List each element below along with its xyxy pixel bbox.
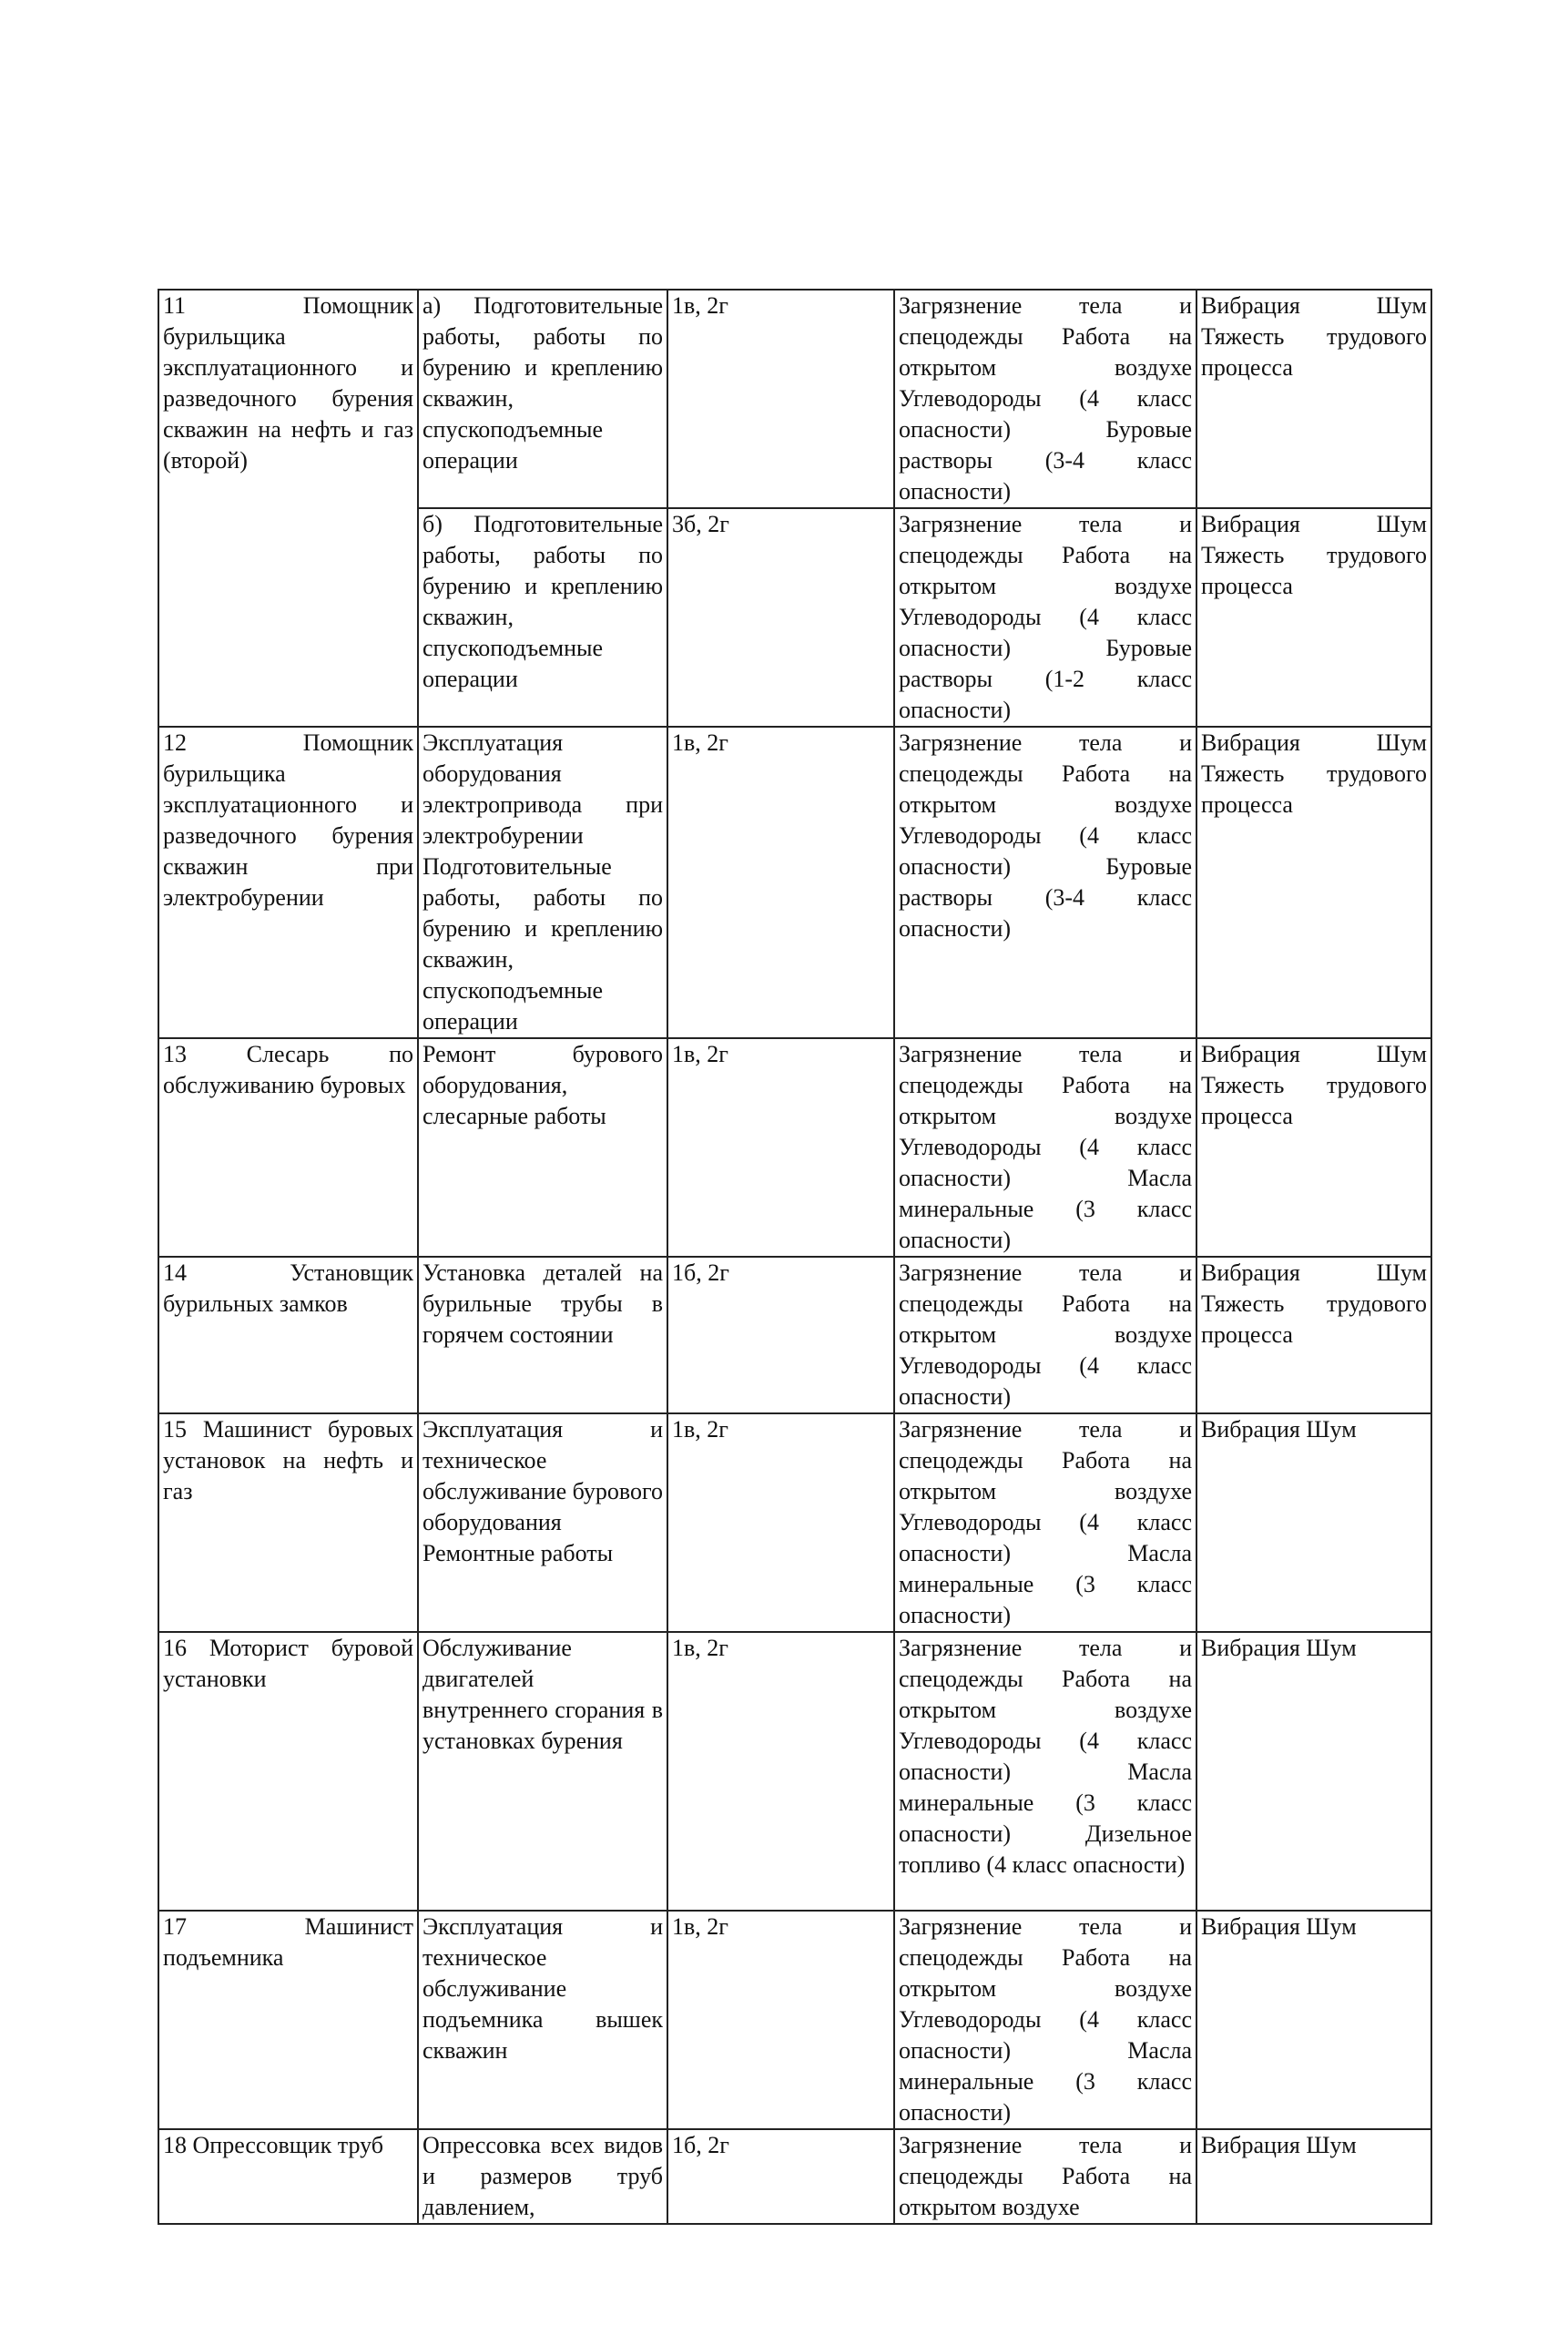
profession-cell: 15 Машинист буровых установок на нефть и газ [158, 1413, 418, 1632]
physical-factors-cell: Вибрация Шум [1196, 1413, 1431, 1632]
physical-factors-cell: Вибрация Шум [1196, 1632, 1431, 1911]
work-cell: Эксплуатация оборудования электропривода при электробурении Подготовительные работы, работы по бурению и креплению скважин, спускоподъемные операции [418, 727, 667, 1038]
code-cell: 1б, 2г [667, 2129, 894, 2224]
code-cell: 3б, 2г [667, 508, 894, 727]
factors-cell: Загрязнение тела и спецодежды Работа на открытом воздухе Углеводороды (4 класс опасности) Масла минеральные (3 класс опасности) [894, 1911, 1196, 2129]
factors-cell: Загрязнение тела и спецодежды Работа на открытом воздухе Углеводороды (4 класс опасности) Масла минеральные (3 класс опасности) [894, 1413, 1196, 1632]
factors-cell: Загрязнение тела и спецодежды Работа на открытом воздухе Углеводороды (4 класс опасности) Буровые растворы (3-4 класс опасности) [894, 727, 1196, 1038]
table-row [158, 1257, 1431, 1413]
factors-cell: Загрязнение тела и спецодежды Работа на открытом воздухе Углеводороды (4 класс опасности) Буровые растворы (1-2 класс опасности) [894, 508, 1196, 727]
code-cell: 1в, 2г [667, 1632, 894, 1911]
table-row [158, 1632, 1431, 1911]
table-row [158, 1911, 1431, 2129]
code-cell: 1б, 2г [667, 1257, 894, 1413]
table-row [158, 290, 1431, 508]
table-row [158, 727, 1431, 1038]
physical-factors-cell: Вибрация Шум Тяжесть трудового процесса [1196, 508, 1431, 727]
factors-cell: Загрязнение тела и спецодежды Работа на открытом воздухе Углеводороды (4 класс опасности) Масла минеральные (3 класс опасности) Дизельное топливо (4 класс опасности) [894, 1632, 1196, 1911]
profession-cell: 17 Машинист подъемника [158, 1911, 418, 2129]
code-cell: 1в, 2г [667, 1413, 894, 1632]
physical-factors-cell: Вибрация Шум [1196, 1911, 1431, 2129]
profession-cell: 14 Установщик бурильных замков [158, 1257, 418, 1413]
table-row [158, 1038, 1431, 1257]
work-cell: б) Подготовительные работы, работы по бурению и креплению скважин, спускоподъемные операции [418, 508, 667, 727]
factors-cell: Загрязнение тела и спецодежды Работа на открытом воздухе Углеводороды (4 класс опасности) [894, 1257, 1196, 1413]
work-cell: Опрессовка всех видов и размеров труб давлением, [418, 2129, 667, 2224]
work-cell: Ремонт бурового оборудования, слесарные работы [418, 1038, 667, 1257]
physical-factors-cell: Вибрация Шум Тяжесть трудового процесса [1196, 1038, 1431, 1257]
work-cell: Обслуживание двигателей внутреннего сгорания в установках бурения [418, 1632, 667, 1911]
code-cell: 1в, 2г [667, 1911, 894, 2129]
profession-cell: 18 Опрессовщик труб [158, 2129, 418, 2224]
factors-cell: Загрязнение тела и спецодежды Работа на открытом воздухе Углеводороды (4 класс опасности) Масла минеральные (3 класс опасности) [894, 1038, 1196, 1257]
code-cell: 1в, 2г [667, 1038, 894, 1257]
physical-factors-cell: Вибрация Шум [1196, 2129, 1431, 2224]
hazard-table [158, 289, 1432, 2225]
code-cell: 1в, 2г [667, 290, 894, 508]
physical-factors-cell: Вибрация Шум Тяжесть трудового процесса [1196, 1257, 1431, 1413]
code-cell: 1в, 2г [667, 727, 894, 1038]
work-cell: Эксплуатация и техническое обслуживание бурового оборудования Ремонтные работы [418, 1413, 667, 1632]
table-row [158, 2129, 1431, 2224]
work-cell: Установка деталей на бурильные трубы в горячем состоянии [418, 1257, 667, 1413]
physical-factors-cell: Вибрация Шум Тяжесть трудового процесса [1196, 727, 1431, 1038]
work-cell: Эксплуатация и техническое обслуживание подъемника вышек скважин [418, 1911, 667, 2129]
factors-cell: Загрязнение тела и спецодежды Работа на открытом воздухе Углеводороды (4 класс опасности) Буровые растворы (3-4 класс опасности) [894, 290, 1196, 508]
profession-cell: 12 Помощник бурильщика эксплуатационного и разведочного бурения скважин при электробурении [158, 727, 418, 1038]
table-row [158, 1413, 1431, 1632]
profession-cell: 13 Слесарь по обслуживанию буровых [158, 1038, 418, 1257]
factors-cell: Загрязнение тела и спецодежды Работа на открытом воздухе [894, 2129, 1196, 2224]
profession-cell: 16 Моторист буровой установки [158, 1632, 418, 1911]
physical-factors-cell: Вибрация Шум Тяжесть трудового процесса [1196, 290, 1431, 508]
work-cell: а) Подготовительные работы, работы по бурению и креплению скважин, спускоподъемные операции [418, 290, 667, 508]
profession-cell: 11 Помощник бурильщика эксплуатационного и разведочного бурения скважин на нефть и газ (второй) [158, 290, 418, 727]
